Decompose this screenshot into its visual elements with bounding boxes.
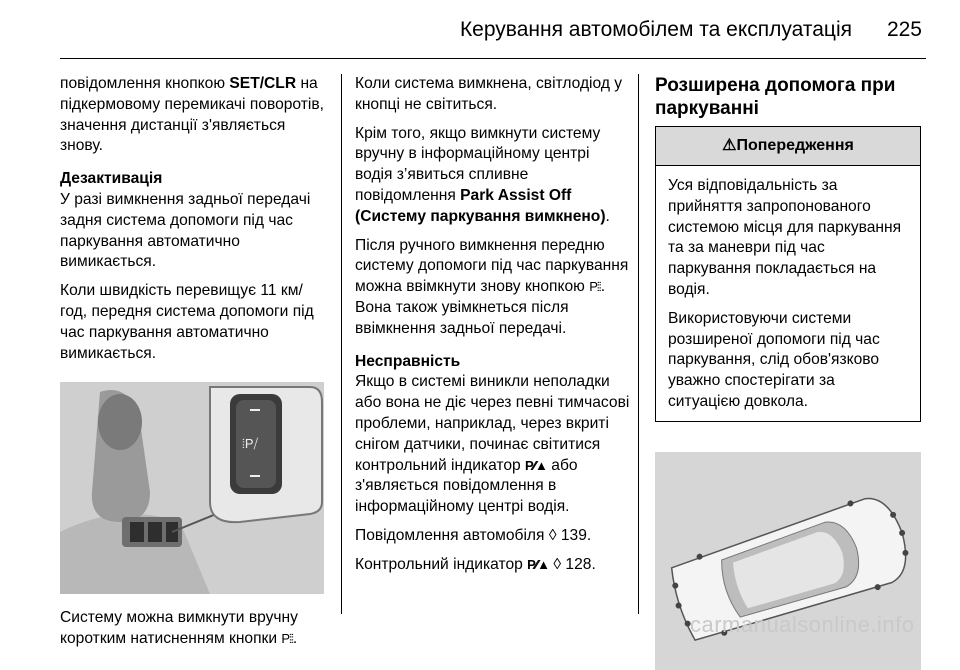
column-3 (655, 74, 921, 670)
column-1 (60, 74, 328, 658)
park-assist-button-icon: P⦙⦙ (281, 631, 293, 647)
park-indicator-icon: P⁄⁄▲ (525, 457, 547, 473)
page-number: 225 (886, 18, 922, 41)
paragraph: Уся відповідальність за прийняття запропонованого системою місця для паркування та за маневри під час паркування покладається на водія. (668, 177, 902, 298)
reference-arrow-icon: ◊ (548, 526, 557, 544)
section-title: Розширена допомога при паркуванні (655, 75, 896, 119)
header-divider (60, 58, 926, 59)
warning-header: ⚠ Попередження (656, 127, 920, 166)
paragraph: Після ручного вимкнення передню систему допомоги під час паркування можна ввімкнути знову кнопкою P⦙⦙. Вона також увімкнеться після ввімкнення задньої передачі. (355, 236, 629, 337)
fault-heading: Несправність (355, 352, 461, 370)
paragraph: повідомлення кнопкою SET/CLR на підкермовому перемикачі поворотів, значення дистанції з'являється знову. (60, 75, 324, 155)
paragraph: Крім того, якщо вимкнути систему вручну в інформаційному центрі водія з’явиться спливне повідомлення Park Assist Off (Системy паркування вимкнено). (355, 124, 610, 225)
reference-arrow-icon: ◊ (553, 555, 562, 573)
photo-caption: Систему можна вимкнути вручну коротким натисненням кнопки P⦙⦙. (60, 609, 298, 648)
column-divider-1 (341, 74, 342, 614)
column-2 (355, 74, 631, 584)
deactivation-heading: Дезактивація (60, 170, 163, 188)
svg-text:⦙P⧸: ⦙P⧸ (242, 436, 259, 452)
park-assist-button-icon: P⦙⦙ (589, 279, 601, 295)
warning-box (655, 126, 921, 422)
paragraph: Використовуючи системи розширеної допомоги під час паркування, слід обов'язково уважно спостерігати за ситуацією довкола. (668, 309, 880, 410)
paragraph: Коли система вимкнена, світлодіод у кнопці не світиться. (355, 75, 623, 113)
page-title: Керування автомобілем та експлуатація (459, 18, 852, 41)
cross-reference[interactable]: Контрольний індикатор P⁄⁄▲ ◊ 128. (355, 555, 596, 573)
page-header (0, 0, 960, 62)
paragraph: У разі вимкнення задньої передачі задня система допомоги під час паркування автоматично вимикається. (60, 190, 311, 271)
watermark: carmanualsonline.info (690, 612, 915, 637)
column-divider-2 (638, 74, 639, 614)
console-button-photo (60, 382, 324, 594)
warning-triangle-icon: ⚠ (722, 136, 737, 154)
park-indicator-icon: P⁄⁄▲ (527, 556, 550, 572)
paragraph: Коли швидкість перевищує 11 км/год, передня система допомоги під час паркування автоматично вимикається. (60, 282, 314, 362)
paragraph: Якщо в системі виникли неполадки або вона не діє через певні тимчасові проблеми, наприклад, через вкриті снігом датчики, починає світитися контрольний індикатор P⁄⁄▲ або з'являється повідомлення в інформаційному центрі водія. (355, 373, 630, 516)
cross-reference[interactable]: Повідомлення автомобіля ◊ 139. (355, 526, 592, 544)
